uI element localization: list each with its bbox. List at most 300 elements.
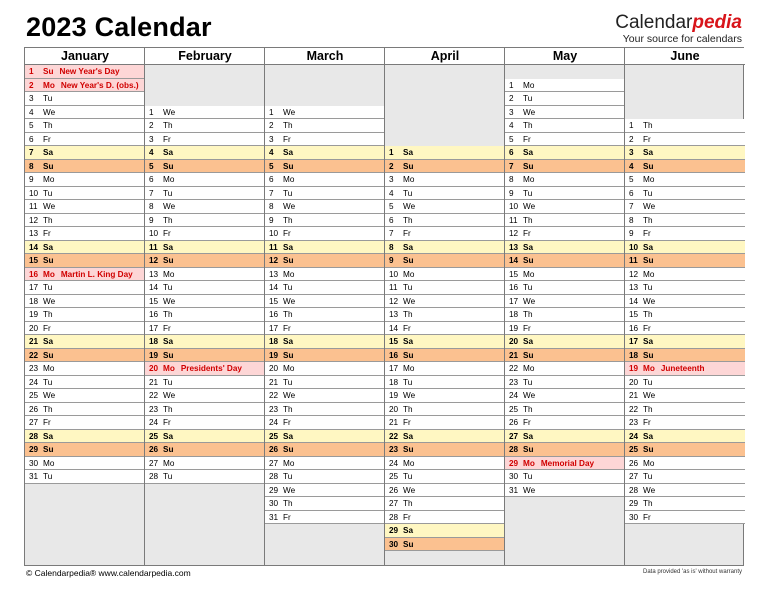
day-number: 28 [29, 431, 39, 441]
weekday-label: Tu [643, 472, 653, 481]
day-row [385, 484, 505, 498]
day-number: 13 [629, 283, 639, 292]
weekday-label: Sa [643, 242, 654, 252]
day-number: 20 [509, 337, 519, 346]
day-number: 13 [389, 310, 399, 319]
day-number: 12 [389, 296, 399, 306]
day-number: 18 [29, 296, 39, 306]
day-row [385, 241, 505, 255]
weekday-label: Su [43, 350, 54, 360]
weekday-label: Mo [643, 458, 655, 468]
day-row [385, 187, 505, 201]
day-row [145, 457, 265, 471]
day-row [265, 173, 385, 187]
day-row [145, 376, 265, 390]
day-row [25, 227, 145, 241]
weekday-label: We [403, 391, 416, 400]
day-row [265, 443, 385, 457]
day-number: 30 [509, 472, 519, 481]
day-row [505, 173, 625, 187]
day-number: 20 [269, 364, 279, 373]
day-row [265, 322, 385, 336]
weekday-label: We [43, 296, 56, 306]
column-divider [384, 48, 385, 565]
weekday-label: Su [163, 350, 174, 360]
day-row [505, 349, 625, 363]
day-number: 5 [149, 161, 154, 171]
weekday-label: Tu [283, 188, 293, 198]
footer-copyright: © Calendarpedia® www.calendarpedia.com [26, 568, 191, 578]
day-row [145, 187, 265, 201]
day-number: 21 [629, 391, 639, 400]
column-divider [504, 48, 505, 565]
calendar-grid [24, 47, 744, 566]
weekday-label: Mo [643, 175, 655, 184]
day-row [385, 254, 505, 268]
day-number: 1 [29, 67, 34, 76]
weekday-label: Fr [43, 418, 51, 427]
day-row [385, 227, 505, 241]
day-number: 12 [509, 229, 519, 238]
weekday-label: Sa [643, 148, 654, 157]
day-number: 3 [269, 134, 274, 144]
weekday-label: Mo [163, 364, 175, 373]
weekday-label: Tu [43, 472, 53, 481]
day-row [505, 214, 625, 228]
day-row [505, 187, 625, 201]
day-row [625, 308, 745, 322]
day-number: 31 [509, 485, 519, 495]
weekday-label: Mo [403, 364, 415, 373]
day-number: 10 [149, 229, 159, 238]
day-number: 16 [389, 350, 399, 360]
day-number: 29 [269, 485, 279, 495]
day-number: 8 [509, 175, 514, 184]
day-row [145, 281, 265, 295]
weekday-label: Th [403, 404, 413, 414]
day-row [25, 214, 145, 228]
day-row [385, 295, 505, 309]
weekday-label: Fr [643, 229, 651, 238]
day-number: 29 [629, 499, 639, 508]
day-row [265, 160, 385, 174]
day-row [265, 389, 385, 403]
day-number: 28 [629, 485, 639, 495]
day-number: 10 [29, 188, 39, 198]
weekday-label: Th [163, 404, 173, 414]
weekday-label: Tu [163, 377, 173, 387]
day-number: 23 [509, 377, 519, 387]
day-row [25, 322, 145, 336]
weekday-label: Th [523, 215, 533, 225]
day-number: 14 [629, 296, 639, 306]
day-number: 17 [509, 296, 519, 306]
day-number: 11 [629, 256, 638, 265]
weekday-label: Sa [403, 337, 414, 346]
day-row [145, 416, 265, 430]
day-row [265, 119, 385, 133]
weekday-label: We [43, 107, 56, 117]
weekday-label: Th [283, 215, 293, 225]
day-number: 1 [149, 107, 154, 117]
month-header: June [625, 48, 745, 65]
weekday-label: Th [163, 310, 173, 319]
day-row [25, 335, 145, 349]
day-row [145, 160, 265, 174]
day-row [385, 200, 505, 214]
weekday-label: Th [643, 121, 653, 130]
weekday-label: Mo [43, 458, 55, 468]
day-number: 10 [509, 202, 519, 211]
weekday-label: Fr [163, 134, 171, 144]
day-number: 4 [629, 161, 634, 171]
day-number: 23 [389, 445, 399, 454]
day-number: 24 [629, 431, 639, 441]
day-row [385, 335, 505, 349]
weekday-label: Su [283, 445, 294, 454]
weekday-label: Tu [43, 377, 53, 387]
weekday-label: Th [643, 310, 653, 319]
day-row [385, 511, 505, 525]
weekday-label: Mo [163, 269, 175, 279]
weekday-label: Th [43, 310, 53, 319]
day-row [25, 416, 145, 430]
day-row [505, 281, 625, 295]
day-number: 9 [509, 188, 514, 198]
day-number: 14 [269, 283, 279, 292]
brand-name-accent: pedia [692, 12, 742, 33]
weekday-label: Mo [283, 458, 295, 468]
day-number: 25 [629, 445, 639, 454]
weekday-label: We [283, 485, 296, 495]
day-row [265, 362, 385, 376]
day-number: 19 [269, 350, 279, 360]
day-row [625, 376, 745, 390]
weekday-label: Su [163, 161, 174, 171]
weekday-label: Fr [283, 418, 291, 427]
weekday-label: Tu [523, 188, 533, 198]
day-row [505, 79, 625, 93]
weekday-label: We [163, 107, 176, 117]
day-number: 5 [629, 175, 634, 184]
weekday-label: Fr [283, 229, 291, 238]
day-row [505, 227, 625, 241]
day-number: 7 [509, 161, 514, 171]
day-number: 6 [629, 188, 634, 198]
weekday-label: We [523, 391, 536, 400]
day-number: 15 [389, 337, 399, 346]
day-row [145, 119, 265, 133]
day-number: 18 [389, 377, 399, 387]
day-number: 27 [149, 458, 159, 468]
weekday-label: Th [283, 121, 293, 130]
day-row [265, 403, 385, 417]
day-row [145, 349, 265, 363]
day-row [145, 362, 265, 376]
day-number: 13 [29, 229, 39, 238]
weekday-label: Th [523, 121, 533, 130]
day-row [265, 268, 385, 282]
weekday-label: We [283, 296, 296, 306]
day-number: 19 [149, 350, 159, 360]
day-row [385, 430, 505, 444]
weekday-label: Mo [403, 458, 415, 468]
month-column-june [625, 48, 745, 565]
month-column-january [25, 48, 145, 565]
weekday-label: Tu [43, 188, 53, 198]
day-row [505, 484, 625, 498]
weekday-label: Su [523, 161, 534, 171]
day-row [625, 470, 745, 484]
day-row [385, 214, 505, 228]
weekday-label: Mo [523, 364, 535, 373]
day-row [145, 241, 265, 255]
day-row [265, 214, 385, 228]
day-row [505, 106, 625, 120]
day-number: 9 [29, 175, 34, 184]
day-row [625, 227, 745, 241]
day-number: 12 [149, 256, 159, 265]
day-number: 27 [269, 458, 279, 468]
weekday-label: Sa [523, 431, 534, 441]
day-number: 25 [29, 391, 39, 400]
day-number: 20 [29, 323, 39, 333]
weekday-label: Fr [163, 229, 171, 238]
day-number: 22 [149, 391, 159, 400]
weekday-label: Th [403, 215, 413, 225]
day-row [385, 322, 505, 336]
day-row [265, 484, 385, 498]
weekday-label: Mo [523, 269, 535, 279]
day-row [25, 200, 145, 214]
day-number: 30 [29, 458, 39, 468]
day-number: 10 [269, 229, 279, 238]
day-row [145, 200, 265, 214]
weekday-label: Tu [523, 377, 533, 387]
day-number: 16 [269, 310, 279, 319]
day-number: 16 [149, 310, 159, 319]
day-number: 5 [269, 161, 274, 171]
weekday-label: We [643, 296, 656, 306]
weekday-label: Mo [523, 80, 535, 90]
weekday-label: Tu [403, 283, 413, 292]
day-number: 26 [269, 445, 279, 454]
weekday-label: We [163, 296, 176, 306]
weekday-label: Tu [283, 377, 293, 387]
weekday-label: Tu [403, 188, 413, 198]
day-number: 23 [149, 404, 159, 414]
day-number: 25 [269, 431, 279, 441]
weekday-label: Su [523, 445, 534, 454]
day-number: 14 [509, 256, 519, 265]
day-number: 27 [389, 499, 399, 508]
day-number: 5 [389, 202, 394, 211]
weekday-label: Sa [523, 337, 534, 346]
holiday-label: Presidents' Day [180, 364, 242, 373]
day-row [145, 295, 265, 309]
day-row [505, 362, 625, 376]
day-row [265, 133, 385, 147]
weekday-label: Su [43, 67, 54, 76]
weekday-label: Su [403, 445, 414, 454]
day-row [145, 106, 265, 120]
day-number: 26 [509, 418, 519, 427]
day-row [25, 187, 145, 201]
day-number: 15 [629, 310, 639, 319]
brand-logo[interactable] [615, 13, 742, 45]
day-number: 6 [29, 134, 34, 144]
page-title: 2023 Calendar [26, 12, 212, 42]
weekday-label: Th [43, 215, 53, 225]
day-row [505, 241, 625, 255]
day-row [145, 146, 265, 160]
holiday-label: New Year's Day [59, 67, 120, 76]
day-number: 1 [509, 80, 514, 90]
day-row [25, 362, 145, 376]
weekday-label: Tu [523, 94, 533, 103]
day-number: 13 [509, 242, 519, 252]
weekday-label: Tu [403, 472, 413, 481]
day-row [145, 322, 265, 336]
month-header: April [385, 48, 505, 65]
day-number: 29 [389, 526, 399, 535]
weekday-label: Th [283, 499, 293, 508]
day-row [145, 214, 265, 228]
weekday-label: Fr [523, 323, 531, 333]
weekday-label: Tu [283, 283, 293, 292]
day-number: 6 [509, 148, 514, 157]
day-number: 15 [29, 256, 39, 265]
weekday-label: Mo [643, 269, 655, 279]
weekday-label: Su [643, 161, 654, 171]
day-number: 28 [509, 445, 519, 454]
holiday-label: Juneteenth [660, 364, 705, 373]
weekday-label: Sa [43, 148, 54, 157]
day-number: 4 [149, 148, 154, 157]
day-row [505, 268, 625, 282]
weekday-label: Sa [403, 431, 414, 441]
weekday-label: Mo [43, 175, 55, 184]
weekday-label: Fr [163, 418, 171, 427]
day-number: 17 [149, 323, 159, 333]
weekday-label: Th [643, 215, 653, 225]
weekday-label: Fr [403, 229, 411, 238]
holiday-label: New Year's D. (obs.) [60, 80, 139, 90]
day-row [145, 254, 265, 268]
weekday-label: Tu [163, 188, 173, 198]
weekday-label: Th [163, 121, 173, 130]
day-row [385, 389, 505, 403]
weekday-label: Sa [403, 526, 414, 535]
weekday-label: Su [283, 161, 294, 171]
day-row [385, 376, 505, 390]
day-row [265, 295, 385, 309]
day-number: 27 [509, 431, 519, 441]
weekday-label: Mo [283, 175, 295, 184]
day-row [25, 470, 145, 484]
day-row [25, 106, 145, 120]
day-number: 2 [509, 94, 514, 103]
day-row [625, 349, 745, 363]
day-number: 14 [389, 323, 399, 333]
weekday-label: Mo [643, 364, 655, 373]
weekday-label: Fr [283, 134, 291, 144]
day-row [265, 241, 385, 255]
day-row [625, 241, 745, 255]
weekday-label: Su [523, 350, 534, 360]
day-number: 8 [629, 215, 634, 225]
day-row [265, 200, 385, 214]
day-number: 23 [269, 404, 279, 414]
weekday-label: Su [43, 256, 54, 265]
day-number: 28 [269, 472, 279, 481]
day-number: 27 [629, 472, 639, 481]
day-number: 19 [389, 391, 399, 400]
holiday-label: Memorial Day [540, 458, 595, 468]
weekday-label: We [523, 485, 536, 495]
weekday-label: Fr [643, 512, 651, 522]
day-number: 17 [269, 323, 279, 333]
month-column-february [145, 48, 265, 565]
day-number: 6 [149, 175, 154, 184]
day-row [145, 133, 265, 147]
day-row [625, 389, 745, 403]
day-number: 31 [29, 472, 39, 481]
day-row [265, 376, 385, 390]
day-number: 21 [149, 377, 159, 387]
day-row [385, 497, 505, 511]
day-row [625, 511, 745, 525]
weekday-label: Sa [283, 337, 294, 346]
day-number: 12 [269, 256, 279, 265]
day-row [385, 308, 505, 322]
weekday-label: Su [163, 256, 174, 265]
weekday-label: Su [643, 350, 654, 360]
weekday-label: We [643, 202, 656, 211]
day-row [625, 146, 745, 160]
day-row [385, 173, 505, 187]
day-number: 22 [29, 350, 39, 360]
weekday-label: Fr [643, 323, 651, 333]
day-row [25, 146, 145, 160]
weekday-label: Sa [643, 431, 654, 441]
day-row [505, 254, 625, 268]
month-header: January [25, 48, 145, 65]
weekday-label: We [43, 202, 56, 211]
day-row [25, 160, 145, 174]
day-number: 26 [629, 458, 639, 468]
day-row [25, 241, 145, 255]
day-number: 2 [149, 121, 154, 130]
month-header: March [265, 48, 385, 65]
day-row [25, 133, 145, 147]
day-number: 10 [629, 242, 639, 252]
holiday-label: Martin L. King Day [60, 269, 133, 279]
brand-name-plain: Calendar [615, 12, 693, 33]
day-row [625, 430, 745, 444]
weekday-label: Sa [43, 337, 54, 346]
weekday-label: We [163, 391, 176, 400]
day-row [25, 349, 145, 363]
weekday-label: We [523, 107, 536, 117]
weekday-label: Th [643, 499, 653, 508]
day-row [25, 79, 145, 93]
day-row [25, 376, 145, 390]
day-row [505, 200, 625, 214]
day-row [385, 403, 505, 417]
day-row [25, 457, 145, 471]
weekday-label: Su [523, 256, 534, 265]
